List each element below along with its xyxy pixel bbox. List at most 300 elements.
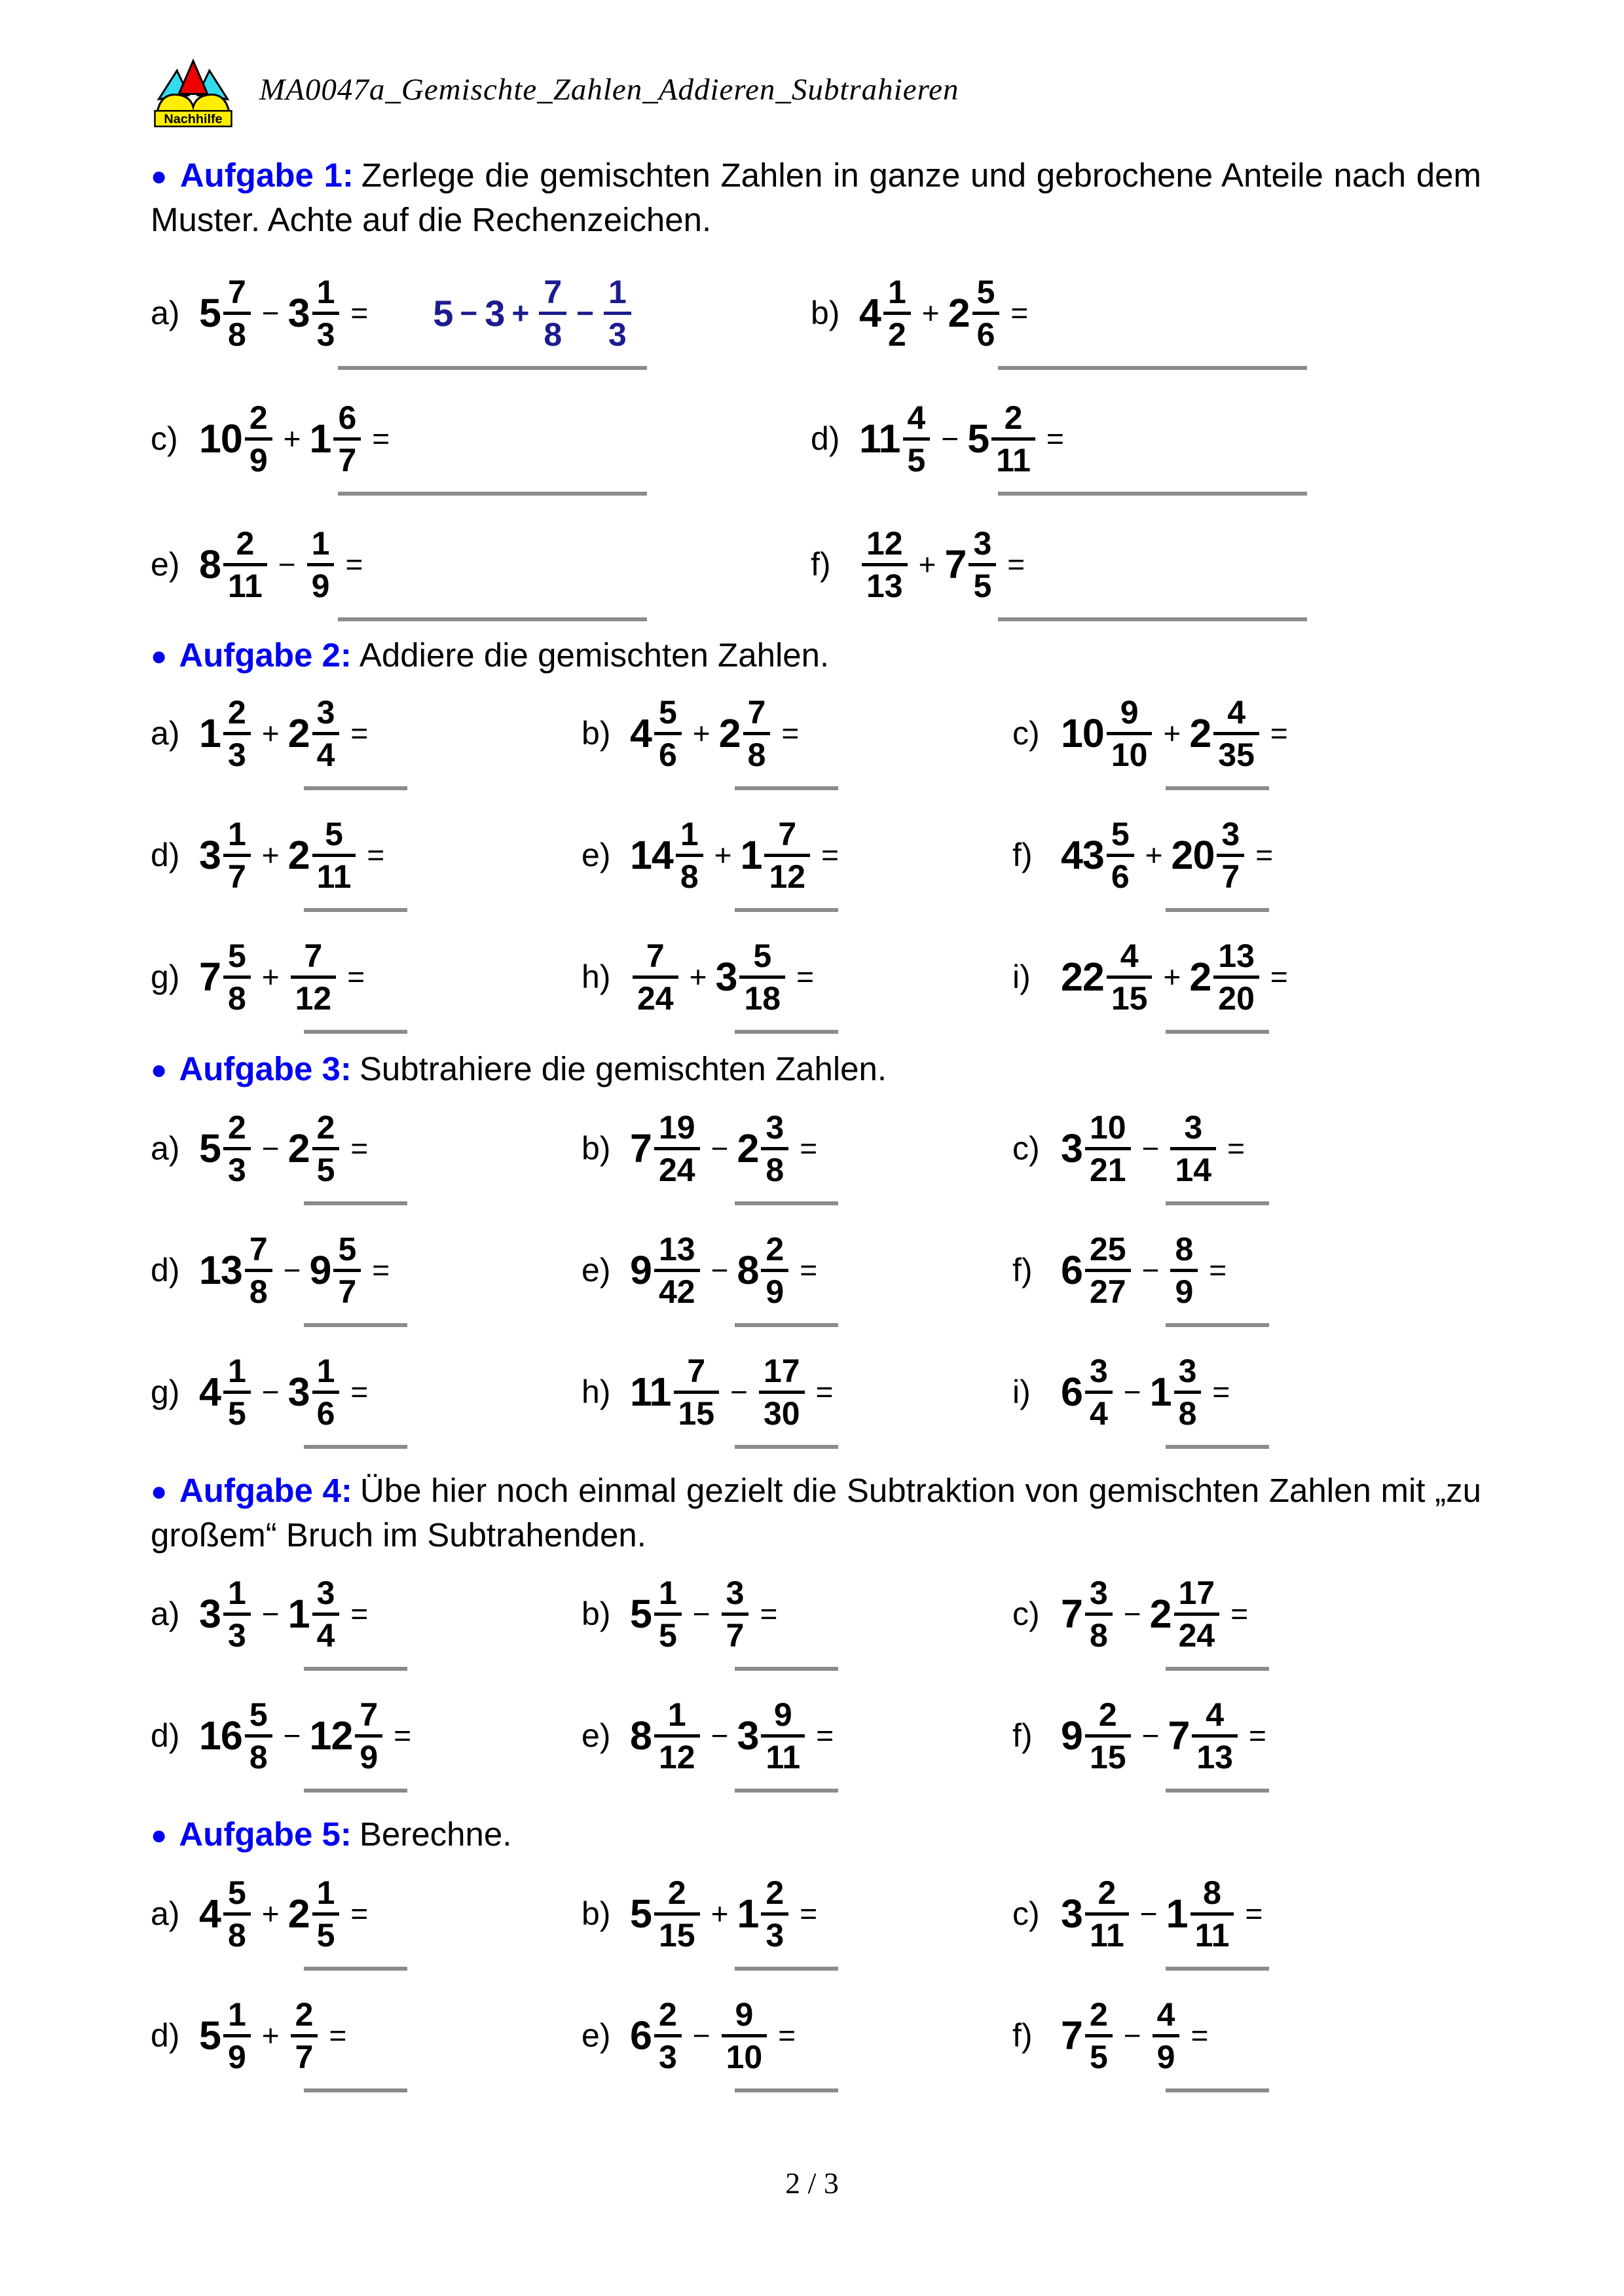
answer-blank-line — [1166, 1201, 1269, 1205]
item-label: g) — [151, 1374, 180, 1410]
answer-blank-line — [735, 1967, 838, 1971]
fraction-denominator: 7 — [1221, 858, 1240, 895]
fraction — [1174, 1353, 1202, 1431]
fraction-denominator: 30 — [764, 1394, 800, 1432]
whole-number: 7 — [630, 1126, 652, 1171]
whole-number: 7 — [1061, 1592, 1082, 1636]
item-label: b) — [581, 1895, 611, 1932]
task-title: Aufgabe 2: — [179, 636, 352, 674]
operator: − — [710, 1253, 729, 1287]
mixed-number — [199, 1353, 253, 1431]
task-description: Addiere die gemischten Zahlen. — [359, 636, 830, 674]
fraction — [1085, 1231, 1131, 1309]
mixed-number — [756, 1353, 807, 1431]
fraction-numerator: 1 — [654, 1697, 700, 1738]
mixed-number — [199, 1575, 253, 1653]
fraction-numerator: 1 — [604, 274, 631, 315]
operator: − — [1123, 1375, 1141, 1409]
mixed-number — [630, 1353, 722, 1431]
fraction — [312, 695, 340, 773]
fraction — [654, 1697, 700, 1775]
whole-number: 13 — [199, 1248, 242, 1292]
whole-number: 9 — [309, 1248, 331, 1292]
fraction-numerator: 3 — [761, 1110, 788, 1150]
task-heading — [151, 633, 1481, 678]
fraction — [223, 1875, 251, 1953]
operator: + — [261, 960, 280, 994]
fraction-numerator: 7 — [245, 1231, 272, 1272]
whole-number: 1 — [1166, 1891, 1188, 1936]
whole-number: 22 — [1061, 955, 1104, 999]
fraction-numerator: 19 — [654, 1110, 700, 1150]
exercise-expression — [1012, 1574, 1481, 1654]
fraction-denominator: 8 — [680, 858, 699, 895]
mixed-number — [719, 1575, 752, 1653]
fraction-numerator: 2 — [245, 400, 272, 441]
fraction-denominator: 5 — [316, 1916, 335, 1954]
mixed-number — [199, 1231, 275, 1309]
operator: − — [283, 1253, 301, 1287]
mixed-number — [199, 816, 253, 894]
fraction-numerator: 1 — [312, 1353, 340, 1394]
fraction — [333, 400, 361, 478]
fraction-denominator: 8 — [227, 1916, 246, 1954]
exercise-item — [151, 1230, 581, 1327]
answer-blank-line — [304, 1789, 407, 1793]
fraction-numerator: 1 — [312, 274, 340, 315]
fraction-denominator: 6 — [658, 736, 677, 773]
item-label: a) — [151, 295, 180, 331]
whole-number: 8 — [199, 542, 221, 587]
whole-number: 9 — [630, 1248, 652, 1292]
operator: + — [710, 1897, 729, 1931]
exercise-item — [581, 937, 1012, 1034]
exercise-item — [1012, 1230, 1481, 1327]
item-label: d) — [151, 1252, 180, 1288]
equals-sign: = — [394, 1719, 412, 1753]
operator: + — [261, 2018, 280, 2052]
fraction-denominator: 6 — [976, 316, 995, 353]
fraction-denominator: 24 — [1178, 1616, 1215, 1654]
fraction-numerator: 7 — [539, 274, 566, 315]
fraction — [1085, 1353, 1113, 1431]
fraction — [654, 695, 682, 773]
equals-sign: = — [350, 1375, 369, 1409]
fraction — [862, 526, 908, 604]
fraction-denominator: 12 — [769, 858, 806, 895]
exercise-item — [581, 1696, 1012, 1793]
answer-blank-line — [1166, 2088, 1269, 2092]
mixed-number — [630, 1875, 703, 1953]
fraction-numerator: 1 — [307, 526, 335, 566]
fraction-denominator: 12 — [295, 979, 332, 1017]
fraction-denominator: 3 — [316, 316, 335, 353]
exercise-expression — [581, 1874, 1012, 1954]
item-label: f) — [1012, 1717, 1033, 1754]
whole-number: 2 — [287, 833, 310, 877]
whole-number: 3 — [715, 955, 737, 999]
fraction-numerator: 4 — [1192, 1697, 1238, 1738]
fraction — [1213, 695, 1259, 773]
mixed-number — [737, 1231, 791, 1309]
operator: + — [1145, 838, 1163, 872]
fraction — [333, 1231, 361, 1309]
bullet-icon: ● — [151, 1819, 168, 1850]
fraction — [223, 1997, 251, 2075]
equals-sign: = — [781, 716, 800, 750]
fraction — [223, 695, 251, 773]
fraction-denominator: 11 — [227, 567, 263, 604]
document-title: MA0047a_Gemischte_Zahlen_Addieren_Subtrahieren — [259, 73, 959, 107]
whole-number: 4 — [630, 711, 652, 756]
fraction — [245, 400, 272, 478]
operator: + — [283, 422, 301, 456]
fraction-numerator: 2 — [1085, 1875, 1129, 1916]
equals-sign: = — [372, 422, 390, 456]
item-label: e) — [581, 837, 611, 873]
operator: + — [689, 960, 707, 994]
operator: − — [710, 1719, 729, 1753]
operator: − — [261, 296, 280, 330]
fraction-numerator: 5 — [223, 1875, 251, 1916]
item-label: c) — [1012, 1595, 1040, 1632]
fraction-numerator: 4 — [903, 400, 931, 441]
mixed-number — [288, 1997, 321, 2075]
equals-sign: = — [800, 1253, 818, 1287]
nachhilfe-crown-icon — [151, 58, 236, 132]
fraction — [972, 274, 1000, 352]
fraction-numerator: 12 — [862, 526, 908, 566]
fraction — [654, 1231, 700, 1309]
fraction-numerator: 3 — [312, 1575, 340, 1616]
mixed-number — [199, 695, 253, 773]
exercise-expression — [151, 1352, 581, 1432]
item-label: e) — [581, 1717, 611, 1754]
fraction — [739, 938, 785, 1016]
operator: − — [460, 296, 478, 330]
fraction — [312, 274, 340, 352]
exercise-expression — [581, 693, 1012, 773]
fraction — [654, 1997, 682, 2075]
exercise-item — [581, 1574, 1012, 1671]
fraction-denominator: 42 — [658, 1273, 695, 1310]
answer-blank-line — [304, 1323, 407, 1327]
fraction-numerator: 5 — [312, 816, 356, 857]
equals-sign: = — [800, 1897, 818, 1931]
item-label: a) — [151, 1130, 180, 1167]
item-label: c) — [1012, 1895, 1040, 1932]
mixed-number — [859, 526, 910, 604]
fraction — [245, 1697, 272, 1775]
exercise-item — [811, 273, 1481, 370]
operator: − — [1141, 1719, 1160, 1753]
page-header — [151, 58, 1481, 136]
exercise-expression — [1012, 1352, 1481, 1432]
fraction — [743, 695, 771, 773]
fraction — [1107, 816, 1134, 894]
answer-blank-line — [1166, 1030, 1269, 1034]
fraction-denominator: 9 — [227, 2038, 246, 2075]
page-number: 2 / 3 — [785, 2166, 839, 2200]
fraction-denominator: 8 — [1089, 1616, 1108, 1654]
task-title: Aufgabe 1: — [179, 156, 354, 194]
answer-blank-line — [998, 617, 1307, 621]
operator: − — [692, 1597, 710, 1631]
operator: − — [261, 1131, 280, 1165]
equals-sign: = — [350, 716, 369, 750]
mixed-number — [1168, 1697, 1240, 1775]
fraction-denominator: 5 — [227, 1394, 246, 1432]
whole-number: 5 — [433, 292, 453, 334]
fraction-numerator: 13 — [654, 1231, 700, 1272]
whole-number: 6 — [1061, 1248, 1082, 1292]
fraction-denominator: 8 — [249, 1738, 268, 1776]
exercise-item — [811, 399, 1481, 496]
equals-sign: = — [1209, 1253, 1227, 1287]
answer-blank-line — [735, 1030, 838, 1034]
fraction — [291, 938, 337, 1016]
fraction-denominator: 13 — [1196, 1738, 1233, 1776]
fraction-numerator: 17 — [1174, 1575, 1220, 1616]
fraction — [355, 1697, 382, 1775]
fraction-denominator: 8 — [227, 979, 246, 1017]
item-label: d) — [151, 1717, 180, 1754]
worksheet-body — [151, 153, 1481, 2092]
fraction-numerator: 2 — [312, 1110, 340, 1150]
equals-sign: = — [1046, 422, 1064, 456]
exercise-item — [1012, 1108, 1481, 1205]
operator: + — [921, 296, 940, 330]
mixed-number — [948, 274, 1003, 352]
fraction-denominator: 24 — [637, 979, 674, 1017]
operator: + — [918, 547, 936, 581]
whole-number: 5 — [630, 1891, 652, 1936]
fraction-denominator: 8 — [766, 1151, 784, 1188]
exercise-item — [1012, 1696, 1481, 1793]
exercise-item — [151, 1352, 581, 1449]
fraction — [761, 1697, 805, 1775]
operator: − — [261, 1375, 280, 1409]
whole-number: 11 — [859, 416, 900, 461]
fraction-denominator: 9 — [766, 1273, 784, 1310]
item-label: a) — [151, 1895, 180, 1932]
mixed-number — [288, 1575, 342, 1653]
task-description: Berechne. — [359, 1815, 512, 1853]
task-section — [151, 1812, 1481, 2092]
fraction-denominator: 11 — [1089, 1916, 1124, 1954]
fraction — [223, 816, 251, 894]
item-label: e) — [151, 546, 180, 583]
fraction-numerator: 1 — [883, 274, 911, 315]
whole-number: 2 — [1189, 955, 1211, 999]
fraction — [761, 1875, 788, 1953]
fraction-denominator: 9 — [1175, 1273, 1194, 1310]
mixed-number — [199, 1997, 253, 2075]
answer-blank-line — [338, 492, 647, 496]
operator: − — [261, 1597, 280, 1631]
fraction-numerator: 2 — [223, 526, 267, 566]
fraction-denominator: 8 — [544, 316, 563, 353]
fraction-numerator: 3 — [1085, 1353, 1113, 1394]
operator: + — [261, 1897, 280, 1931]
operator: − — [730, 1375, 748, 1409]
equals-sign: = — [329, 2018, 347, 2052]
fraction-numerator: 2 — [1085, 1697, 1131, 1738]
task-heading — [151, 153, 1481, 242]
mixed-number — [1061, 1231, 1134, 1309]
mixed-number — [630, 1110, 703, 1188]
fraction-denominator: 7 — [227, 858, 246, 895]
equals-sign: = — [1249, 1719, 1266, 1753]
answer-blank-line — [338, 366, 647, 370]
whole-number: 1 — [737, 1891, 759, 1936]
task-section — [151, 153, 1481, 621]
whole-number: 4 — [199, 1370, 221, 1414]
exercise-item — [151, 815, 581, 912]
task-description: Übe hier noch einmal gezielt die Subtraktion von gemischten Zahlen mit „zu großem“ Bruch im Subtrahenden. — [151, 1472, 1481, 1554]
fraction-numerator: 5 — [1107, 816, 1134, 857]
exercise-expression — [581, 937, 1012, 1017]
fraction-numerator: 2 — [991, 400, 1035, 441]
fraction — [604, 274, 631, 352]
exercise-item — [151, 1696, 581, 1793]
mixed-number — [630, 1231, 703, 1309]
whole-number: 1 — [740, 833, 762, 877]
item-label: g) — [151, 958, 180, 995]
fraction-numerator: 7 — [764, 816, 810, 857]
fraction-denominator: 8 — [747, 736, 766, 773]
fraction-denominator: 9 — [249, 441, 268, 479]
equals-sign: = — [815, 1375, 834, 1409]
whole-number: 14 — [630, 833, 673, 877]
fraction — [1085, 1875, 1129, 1953]
operator: − — [1123, 1597, 1141, 1631]
item-label: h) — [581, 958, 611, 995]
mixed-number — [199, 1110, 253, 1188]
mixed-number — [1061, 1110, 1134, 1188]
equals-sign: = — [796, 960, 814, 994]
model-answer — [433, 274, 634, 352]
mixed-number — [716, 938, 788, 1016]
equals-sign: = — [1230, 1597, 1249, 1631]
exercise-item — [1012, 1574, 1481, 1671]
fraction — [223, 526, 267, 604]
fraction — [1170, 1110, 1216, 1188]
mixed-number — [1061, 1575, 1115, 1653]
fraction — [1170, 1231, 1198, 1309]
exercise-expression — [1012, 693, 1481, 773]
operator: − — [283, 1719, 301, 1753]
task-description: Subtrahiere die gemischten Zahlen. — [359, 1050, 887, 1087]
exercise-item — [1012, 1352, 1481, 1449]
fraction — [761, 1231, 788, 1309]
mixed-number — [199, 938, 253, 1016]
mixed-number — [199, 1697, 275, 1775]
whole-number: 5 — [967, 416, 989, 461]
mixed-number — [310, 1697, 386, 1775]
fraction — [654, 1875, 700, 1953]
fraction-numerator: 10 — [1085, 1110, 1131, 1150]
whole-number: 5 — [199, 1126, 221, 1171]
fraction-denominator: 8 — [227, 316, 246, 353]
bullet-icon: ● — [151, 1054, 168, 1085]
fraction — [991, 400, 1035, 478]
exercise-expression — [1012, 1230, 1481, 1310]
exercise-item — [1012, 1995, 1481, 2092]
mixed-number — [859, 400, 932, 478]
equals-sign: = — [1010, 296, 1029, 330]
fraction — [223, 1110, 251, 1188]
fraction-numerator: 17 — [759, 1353, 805, 1394]
mixed-number — [1150, 1575, 1223, 1653]
fraction — [883, 274, 911, 352]
fraction-numerator: 2 — [654, 1875, 700, 1916]
fraction — [1085, 1575, 1113, 1653]
whole-number: 16 — [199, 1713, 242, 1758]
answer-blank-line — [304, 1030, 407, 1034]
mixed-number — [288, 1110, 342, 1188]
answer-blank-line — [1166, 1789, 1269, 1793]
fraction-denominator: 11 — [766, 1738, 801, 1776]
task-section — [151, 1468, 1481, 1793]
fraction-denominator: 9 — [1156, 2038, 1175, 2075]
fraction-numerator: 4 — [1107, 938, 1153, 979]
answer-blank-line — [304, 786, 407, 790]
equals-sign: = — [816, 1719, 834, 1753]
fraction-numerator: 2 — [223, 1110, 251, 1150]
item-label: f) — [1012, 2017, 1033, 2054]
exercise-grid — [151, 273, 1481, 621]
whole-number: 43 — [1061, 833, 1104, 877]
fraction-numerator: 5 — [739, 938, 785, 979]
operator: − — [941, 422, 959, 456]
fraction — [654, 1575, 682, 1653]
exercise-expression — [151, 937, 581, 1017]
exercise-item — [151, 1874, 581, 1971]
exercise-item — [581, 1352, 1012, 1449]
mixed-number — [630, 1997, 684, 2075]
fraction-numerator: 7 — [633, 938, 678, 979]
answer-blank-line — [1166, 1967, 1269, 1971]
fraction-numerator: 1 — [223, 1575, 251, 1616]
item-label: f) — [1012, 1252, 1033, 1288]
mixed-number — [1189, 938, 1262, 1016]
fraction — [633, 938, 678, 1016]
whole-number: 10 — [199, 416, 242, 461]
mixed-number — [288, 274, 342, 352]
fraction — [539, 274, 566, 352]
task-title: Aufgabe 5: — [179, 1815, 352, 1853]
mixed-number — [199, 400, 275, 478]
fraction — [1085, 1997, 1113, 2075]
answer-blank-line — [735, 1667, 838, 1671]
mixed-number — [945, 526, 999, 604]
operator: − — [278, 547, 296, 581]
item-label: a) — [151, 1595, 180, 1632]
operator: − — [576, 296, 594, 330]
item-label: d) — [811, 420, 840, 457]
fraction-denominator: 5 — [658, 1616, 677, 1654]
item-label: h) — [581, 1374, 611, 1410]
whole-number: 8 — [737, 1248, 759, 1292]
whole-number: 1 — [1149, 1370, 1172, 1414]
item-label: a) — [151, 715, 180, 752]
fraction-denominator: 15 — [1111, 979, 1148, 1017]
fraction — [223, 938, 251, 1016]
exercise-expression — [151, 1874, 581, 1954]
fraction-numerator: 3 — [1217, 816, 1244, 857]
exercise-grid — [151, 1874, 1481, 2092]
